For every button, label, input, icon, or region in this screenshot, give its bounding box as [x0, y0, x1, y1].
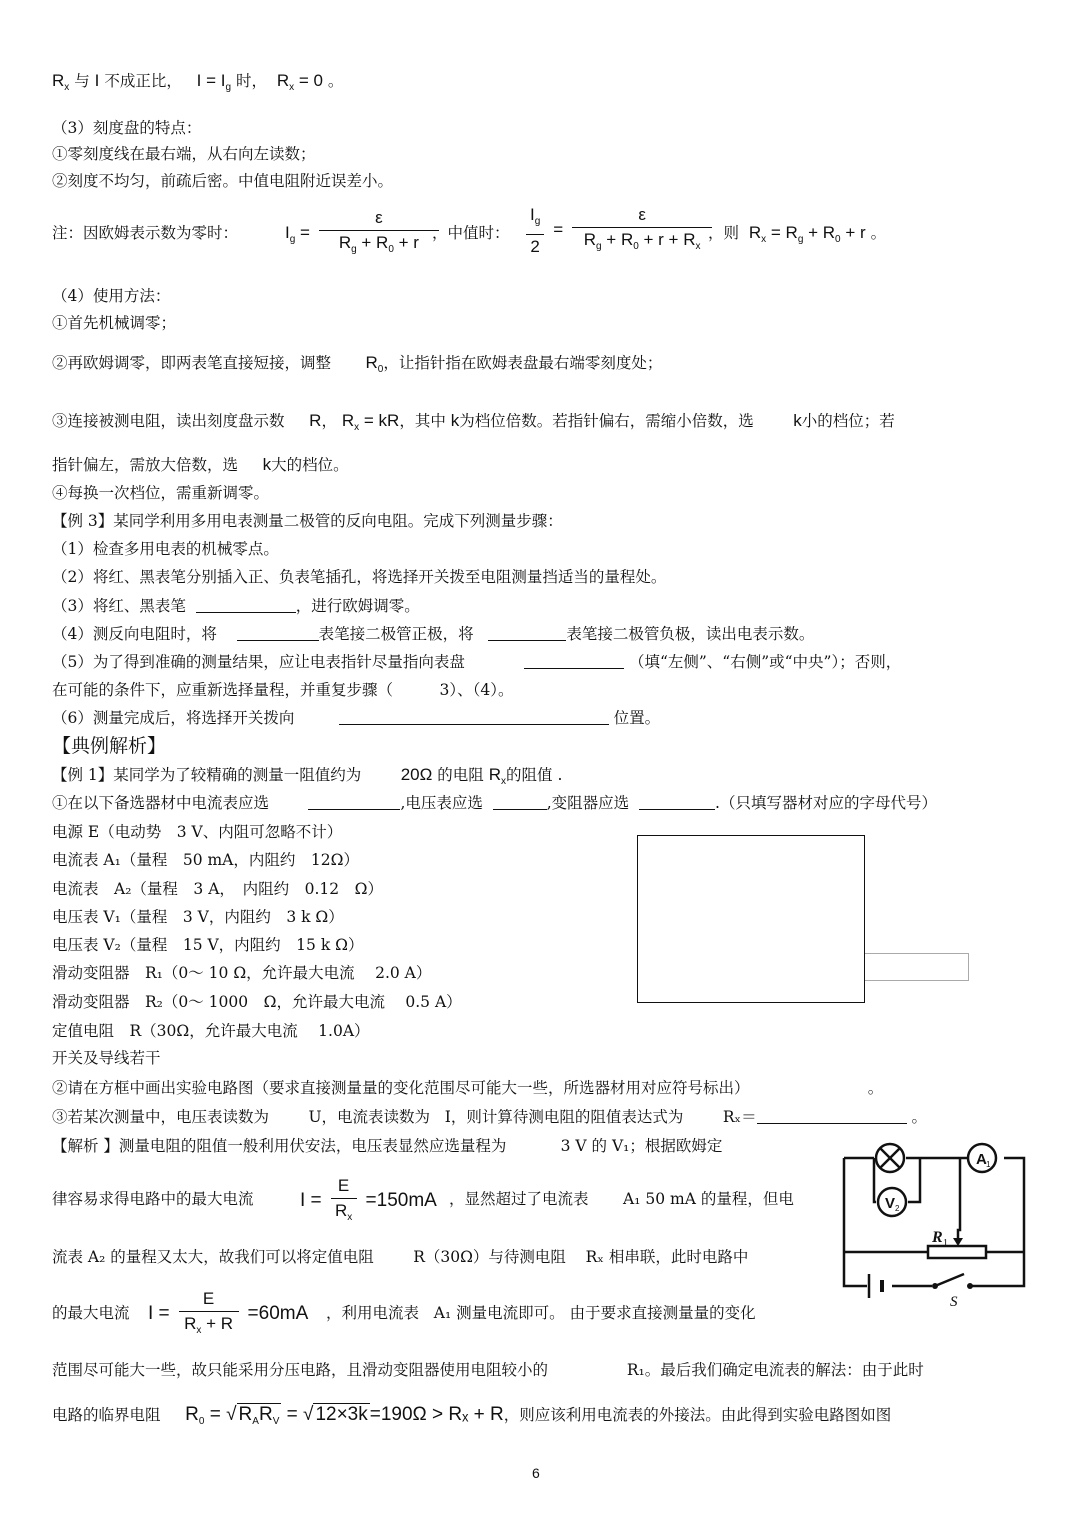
scale-point-1: ①零刻度线在最右端，从右向左读数；: [52, 145, 316, 163]
analysis-line-3: 流表 A₂ 的量程又太大，故我们可以将定值电阻 R（30Ω）与待测电阻 Rₓ 相串联，此时电路中: [52, 1248, 749, 1266]
line-rx-relation: $R_x$ 与 I 不成正比， $I = I_g$ 时， $R_x = 0$ 。: [52, 71, 344, 93]
formula-imax-series: I = $\frac{E}{R_x + R}$ =60mA: [148, 1289, 309, 1336]
usage-step-3-cont: 指针偏左，需放大倍数，选 k大的档位。: [52, 455, 349, 474]
usage-step-1: ①首先机械调零；: [52, 314, 177, 332]
circuit-diagram: [832, 1130, 1032, 1310]
note-label: 注：因欧姆表示数为零时：: [52, 224, 239, 242]
equipment-a2: 电流表 A₂（量程 3 A， 内阻约 0.12 Ω）: [52, 880, 384, 898]
equipment-switch: 开关及导线若干: [52, 1049, 161, 1067]
equipment-v2: 电压表 V₂（量程 15 V，内阻约 15 k Ω）: [52, 936, 364, 954]
usage-step-2: ②再欧姆调零，即两表笔直接短接，调整 $R_0$，让指针指在欧姆表盘最右端零刻度处；: [52, 353, 663, 375]
rheostat-sub: 1: [943, 1238, 948, 1249]
usage-step-4: ④每换一次档位，需重新调零。: [52, 484, 270, 502]
answer-blank: [488, 624, 566, 641]
voltmeter-icon: [878, 1188, 906, 1216]
section-scale-heading: （3）刻度盘的特点：: [52, 119, 202, 137]
example-1-q1: ①在以下备选器材中电流表应选 ,电压表应选 ,变阻器应选 .（只填写器材对应的字母代号）: [52, 794, 937, 812]
example-3-step-5-cont: 在可能的条件下，应重新选择量程，并重复步骤（ 3）、（4）。: [52, 681, 514, 699]
equipment-a1: 电流表 A₁（量程 50 mA，内阻约 12Ω）: [52, 851, 359, 869]
example-3-title: 【例 3】某同学利用多用电表测量二极管的反向电阻。完成下列测量步骤：: [52, 512, 563, 530]
answer-blank: [524, 652, 624, 669]
example-1-q2: ②请在方框中画出实验电路图（要求直接测量量的变化范围尽可能大一些，所选器材用对应符号标出） 。: [52, 1079, 884, 1097]
ammeter-icon: [960, 1144, 996, 1172]
example-3-step-6: （6）测量完成后，将选择开关拨向 位置。: [52, 709, 661, 727]
formula-rx: ，则 $R_x = R_g + R_0 + r$ 。: [708, 223, 887, 245]
svg-text:2: 2: [895, 1204, 900, 1213]
note-mid-label: ，中值时：: [432, 224, 510, 242]
equipment-power: 电源 E（电动势 3 V、内阻可忽略不计）: [52, 823, 343, 841]
usage-step-3: ③连接被测电阻，读出刻度盘示数 R， $R_x$ = kR，其中 k为档位倍数。若指针偏右，需缩小倍数，选 k小的档位；若: [52, 411, 895, 433]
analysis-line-2-text: 律容易求得电路中的最大电流: [52, 1190, 254, 1208]
example-1-title: 【例 1】某同学为了较精确的测量一阻值约为 20Ω 的电阻 $R_x$的阻值 .: [52, 765, 563, 787]
switch-icon: [932, 1274, 973, 1310]
example-1-q3: ③若某次测量中，电压表读数为 U，电流表读数为 I，则计算待测电阻的阻值表达式为 Rₓ＝ 。: [52, 1108, 928, 1126]
svg-text:V: V: [885, 1195, 896, 1212]
answer-blank: [237, 624, 319, 641]
lamp-icon: [876, 1144, 904, 1172]
analysis-line-2-tail: ，显然超过了电流表 A₁ 50 mA 的量程，但电: [449, 1190, 794, 1208]
svg-text:1: 1: [986, 1160, 991, 1169]
analysis-line-1: 【解析 】测量电阻的阻值一般利用伏安法，电压表显然应选量程为 3 V 的 V₁；根据欧姆定: [52, 1137, 723, 1155]
svg-text:A: A: [976, 1151, 987, 1168]
rheostat-label: R: [932, 1229, 943, 1246]
answer-blank: [639, 793, 715, 810]
answer-blank: [339, 708, 609, 725]
example-3-step-2: （2）将红、黑表笔分别插入正、负表笔插孔，将选择开关拨至电阻测量挡适当的量程处。: [52, 568, 667, 586]
box-tab: [865, 953, 969, 981]
answer-blank: [308, 793, 400, 810]
formula-ig: $I_g$ = $\frac{\varepsilon}{R_g + R_0 + r}$: [285, 208, 443, 260]
typical-examples-heading: 【典例解析】: [52, 735, 167, 757]
equipment-fixed-r: 定值电阻 R（30Ω，允许最大电流 1.0A）: [52, 1022, 370, 1040]
analysis-line-6: 电路的临界电阻 $R_0$ = √ $R_AR_V$ = √ 12×3k =190Ω > Rₓ + R，则应该利用电流表的外接法。由此得到实验电路图如图: [52, 1404, 892, 1427]
example-3-step-4: （4）测反向电阻时，将 表笔接二极管正极，将 表笔接二极管负极，读出电表示数。: [52, 625, 815, 643]
battery-icon: [869, 1274, 882, 1298]
answer-blank: [493, 793, 547, 810]
example-3-step-3: （3）将红、黑表笔 ，进行欧姆调零。: [52, 597, 420, 615]
circuit-drawing-box: [637, 835, 865, 1003]
example-3-step-5: （5）为了得到准确的测量结果，应让电表指针尽量指向表盘 （填“左侧”、“右侧”或“中央”）；否则，: [52, 653, 902, 671]
formula-imax: I = $\frac{E}{R_x}$ =150mA: [300, 1176, 437, 1223]
scale-point-2: ②刻度不均匀，前疏后密。中值电阻附近误差小。: [52, 172, 394, 190]
switch-label: S: [950, 1294, 958, 1310]
answer-blank: [757, 1107, 907, 1124]
analysis-line-4-tail: ，利用电流表 A₁ 测量电流即可。 由于要求直接测量量的变化: [326, 1304, 756, 1322]
example-3-step-1: （1）检查多用电表的机械零点。: [52, 540, 279, 558]
equipment-r2: 滑动变阻器 R₂（0～ 1000 Ω，允许最大电流 0.5 A）: [52, 993, 462, 1011]
equipment-r1: 滑动变阻器 R₁（0～ 10 Ω，允许最大电流 2.0 A）: [52, 964, 432, 982]
analysis-line-5: 范围尽可能大一些，故只能采用分压电路，且滑动变阻器使用电阻较小的 R₁。最后我们确定电流表的解法：由于此时: [52, 1361, 924, 1379]
analysis-line-4-text: 的最大电流: [52, 1304, 130, 1322]
page-number: 6: [532, 1465, 540, 1481]
formula-mid: $\frac{I_g}{2}$ = $\frac{\varepsilon}{R_g + R_0 + r + R_x}$: [522, 205, 716, 257]
answer-blank: [196, 596, 296, 613]
section-usage-heading: （4）使用方法：: [52, 287, 171, 305]
equipment-v1: 电压表 V₁（量程 3 V，内阻约 3 k Ω）: [52, 908, 344, 926]
